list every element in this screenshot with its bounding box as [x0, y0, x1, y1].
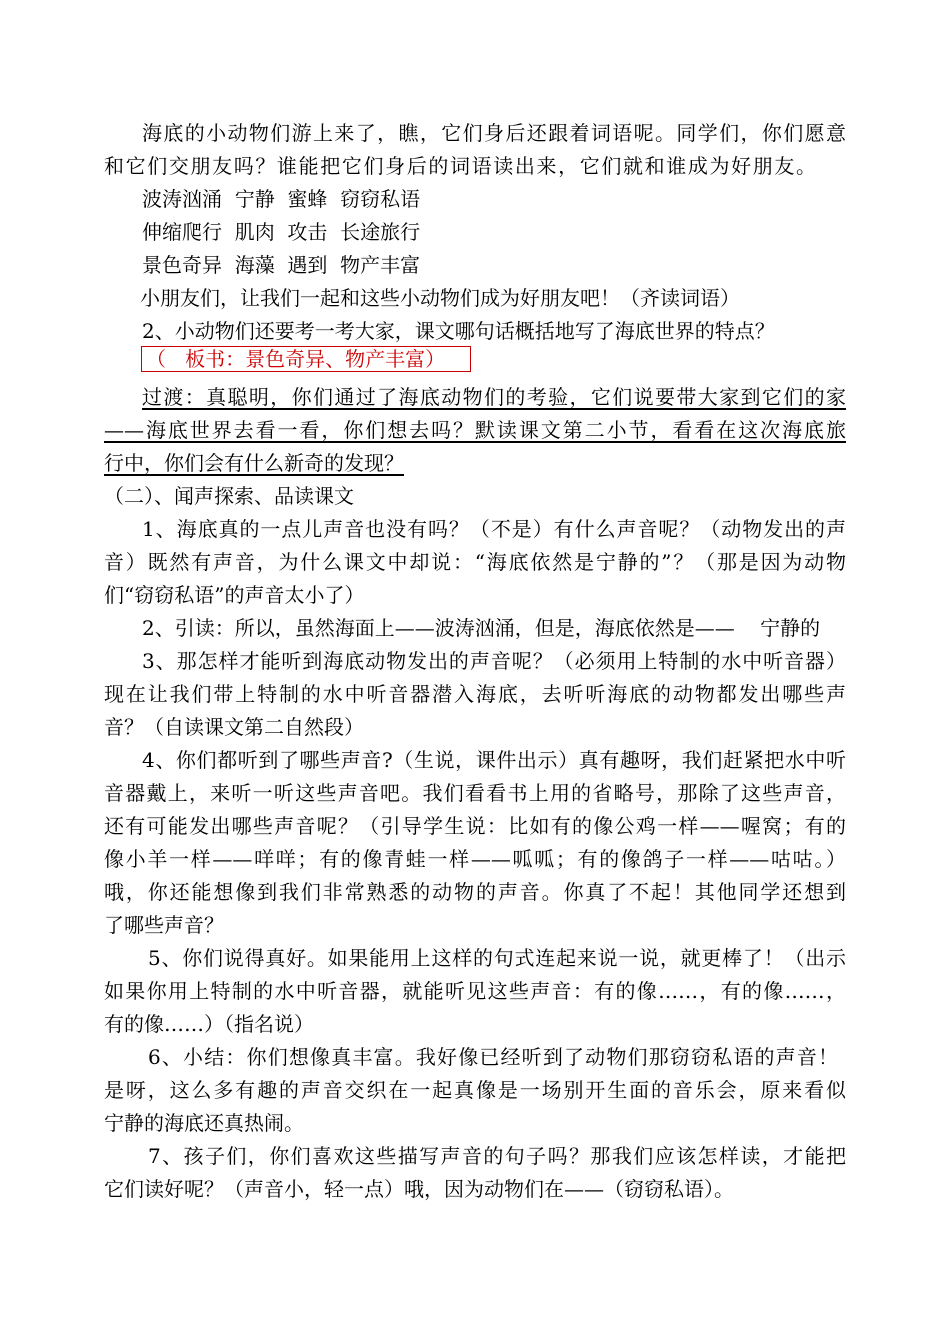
- question-2-summary: 2、小动物们还要考一考大家，课文哪句话概括地写了海底世界的特点？: [142, 319, 775, 343]
- question-5-line-2: 如果你用上特制的水中听音器，就能听见这些声音：有的像……，有的像……，: [104, 979, 846, 1003]
- question-4-line-4: 像小羊一样——咩咩；有的像青蛙一样——呱呱；有的像鸽子一样——咕咕。）: [104, 847, 846, 871]
- blackboard-note: （ 板书：景色奇异、物产丰富）: [146, 347, 446, 371]
- transition-line-1: 过渡：真聪明，你们通过了海底动物们的考验，它们说要带大家到它们的家: [142, 385, 846, 409]
- question-2-guided-reading: 2、引读：所以，虽然海面上——波涛汹涌，但是，海底依然是—— 宁静的: [142, 616, 821, 640]
- question-7-line-2: 它们读好呢？（声音小，轻一点）哦，因为动物们在——（窃窃私语）。: [104, 1177, 734, 1201]
- word-list-row-1: 波涛汹涌 宁静 蜜蜂 窃窃私语: [142, 187, 421, 211]
- question-3-line-1: 3、那怎样才能听到海底动物发出的声音呢？（必须用上特制的水中听音器）: [142, 649, 846, 673]
- paragraph-read-aloud: 小朋友们，让我们一起和这些小动物们成为好朋友吧！（齐读词语）: [140, 286, 740, 310]
- question-5-line-3: 有的像……）（指名说）: [104, 1012, 314, 1036]
- word-list-row-2: 伸缩爬行 肌肉 攻击 长途旅行: [142, 220, 421, 244]
- transition-line-2: ——海底世界去看一看，你们想去吗？默读课文第二小节，看看在这次海底旅: [104, 418, 846, 442]
- question-4-line-6: 了哪些声音？: [104, 913, 224, 937]
- paragraph-intro-line-2: 和它们交朋友吗？谁能把它们身后的词语读出来，它们就和谁成为好朋友。: [104, 154, 816, 178]
- question-4-line-3: 还有可能发出哪些声音呢？（引导学生说：比如有的像公鸡一样——喔窝；有的: [104, 814, 846, 838]
- question-4-line-5: 哦，你还能想像到我们非常熟悉的动物的声音。你真了不起！其他同学还想到: [104, 880, 846, 904]
- section-heading-2: （二）、闻声探索、品读课文: [104, 484, 354, 508]
- question-7-line-1: 7、孩子们，你们喜欢这些描写声音的句子吗？那我们应该怎样读，才能把: [148, 1144, 846, 1168]
- question-3-line-2: 现在让我们带上特制的水中听音器潜入海底，去听听海底的动物都发出哪些声: [104, 682, 846, 706]
- transition-line-3: 行中，你们会有什么新奇的发现？: [104, 451, 404, 475]
- question-1-line-2: 音）既然有声音，为什么课文中却说：“海底依然是宁静的”？（那是因为动物: [104, 550, 846, 574]
- question-1-line-3: 们“窃窃私语”的声音太小了）: [104, 583, 365, 607]
- question-4-line-2: 音器戴上，来听一听这些声音吧。我们看看书上用的省略号，那除了这些声音，: [104, 781, 846, 805]
- question-3-line-3: 音？（自读课文第二自然段）: [104, 715, 364, 739]
- paragraph-intro-line-1: 海底的小动物们游上来了，瞧，它们身后还跟着词语呢。同学们，你们愿意: [142, 121, 846, 145]
- question-6-line-1: 6、小结：你们想像真丰富。我好像已经听到了动物们那窃窃私语的声音！: [148, 1045, 838, 1069]
- question-6-line-3: 宁静的海底还真热闹。: [104, 1111, 304, 1135]
- question-6-line-2: 是呀，这么多有趣的声音交织在一起真像是一场别开生面的音乐会，原来看似: [104, 1078, 846, 1102]
- question-4-line-1: 4、你们都听到了哪些声音?（生说，课件出示）真有趣呀，我们赶紧把水中听: [142, 748, 846, 772]
- question-5-line-1: 5、你们说得真好。如果能用上这样的句式连起来说一说，就更棒了！（出示: [148, 946, 846, 970]
- word-list-row-3: 景色奇异 海藻 遇到 物产丰富: [142, 253, 421, 277]
- question-1-line-1: 1、海底真的一点儿声音也没有吗？（不是）有什么声音呢？（动物发出的声: [142, 517, 846, 541]
